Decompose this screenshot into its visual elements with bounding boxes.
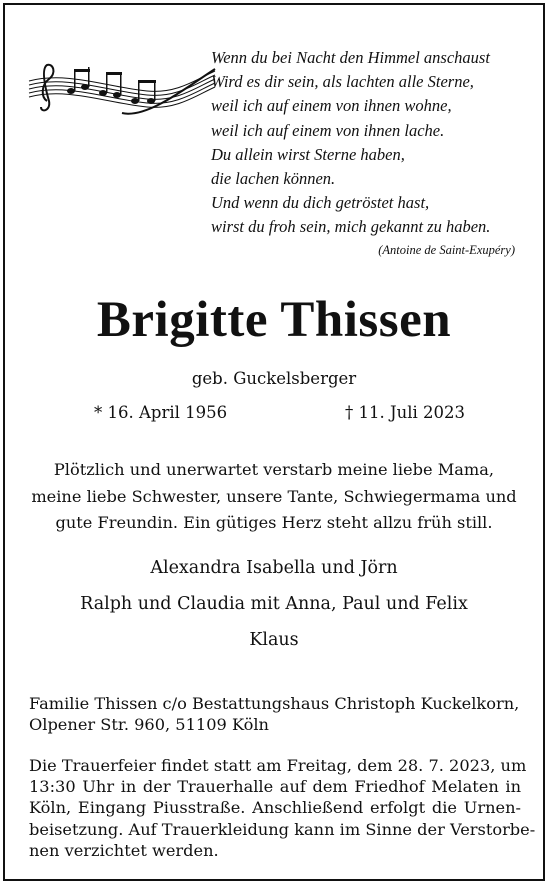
- poem-line: weil ich auf einem von ihnen wohne,: [211, 96, 452, 116]
- mourner-line: Klaus: [249, 630, 299, 650]
- poem-line: wirst du froh sein, mich gekannt zu haben.: [211, 217, 491, 237]
- obituary-notice: [3, 3, 545, 881]
- poem-line: weil ich auf einem von ihnen lache.: [211, 120, 445, 140]
- mourners: [5, 550, 543, 658]
- poem-line: Wenn du bei Nacht den Himmel anschaust: [211, 48, 490, 67]
- message-line: Plötzlich und unerwartet verstarb meine liebe Mama,: [53, 460, 495, 479]
- message-line: meine liebe Schwester, unsere Tante, Schwiegermama und: [31, 486, 517, 506]
- poem-source: (Antoine de Saint-Exupéry): [378, 243, 515, 257]
- birth-date: * 16. April 1956: [94, 403, 228, 422]
- address-line: Familie Thissen c/o Bestattungshaus Christoph Kuckelkorn,: [29, 694, 520, 713]
- service-line: 13:30 Uhr in der Trauerhalle auf dem Friedhof Melaten in: [29, 777, 521, 797]
- message-line: gute Freundin. Ein gütiges Herz steht allzu früh still.: [55, 513, 493, 532]
- service-line: Die Trauerfeier findet statt am Freitag, dem 28. 7. 2023, um: [29, 756, 527, 775]
- poem-line: die lachen können.: [211, 169, 336, 189]
- maiden-name: geb. Guckelsberger: [191, 369, 357, 388]
- service-line: Köln, Eingang Piusstraße. Anschließend erfolgt die Urnen-: [29, 798, 521, 818]
- music-notes-icon: [27, 57, 217, 119]
- poem: [211, 46, 531, 240]
- death-message: [5, 457, 543, 537]
- family-address: [29, 693, 519, 735]
- death-date: † 11. Juli 2023: [345, 403, 466, 422]
- service-line: beisetzung. Auf Trauerkleidung kann im Sinne der Verstorbe-: [29, 819, 536, 839]
- address-line: Olpener Str. 960, 51109 Köln: [29, 715, 269, 734]
- funeral-service-info: [29, 755, 536, 861]
- mourner-line: Alexandra Isabella und Jörn: [150, 558, 398, 578]
- deceased-name: Brigitte Thissen: [96, 292, 452, 348]
- service-line: nen verzichtet werden.: [29, 840, 219, 860]
- poem-line: Wird es dir sein, als lachten alle Sterne,: [211, 72, 474, 92]
- poem-line: Und wenn du dich getröstet hast,: [211, 193, 430, 213]
- mourner-line: Ralph und Claudia mit Anna, Paul und Felix: [80, 594, 468, 614]
- poem-line: Du allein wirst Sterne haben,: [211, 144, 405, 164]
